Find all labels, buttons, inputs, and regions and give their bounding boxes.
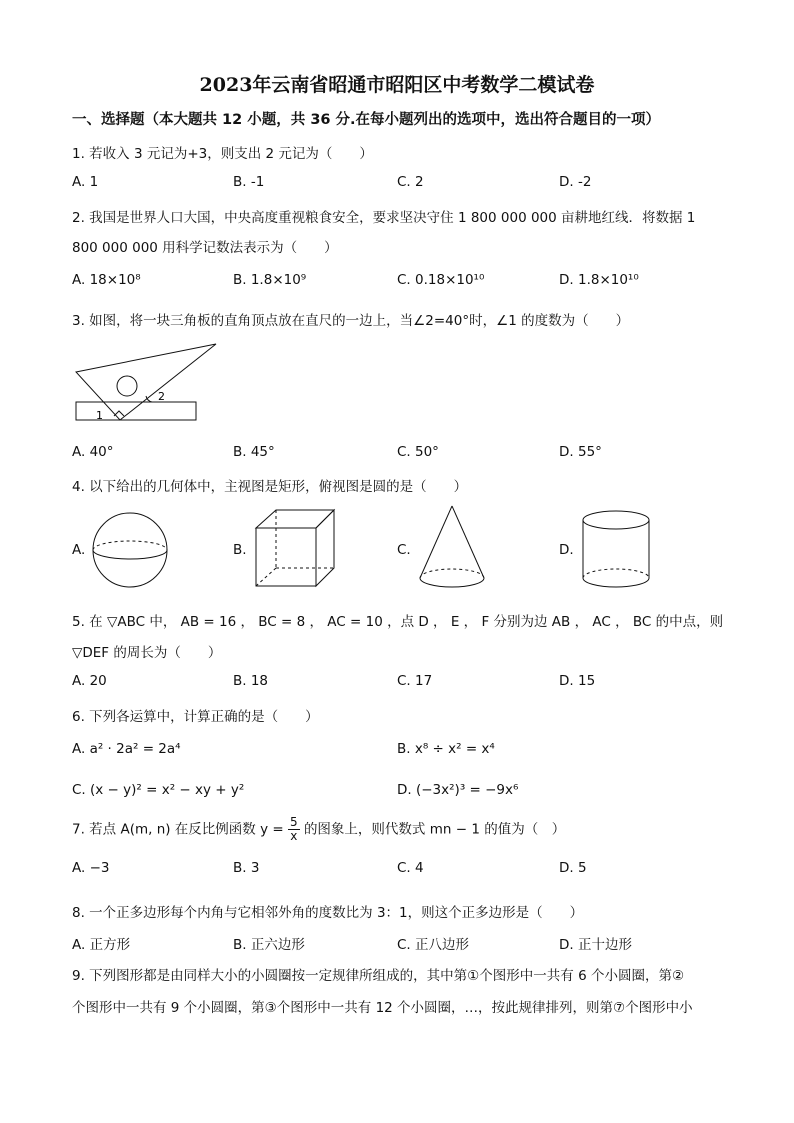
q4-option-d: D.	[559, 542, 574, 558]
q5-option-d: D. 15	[559, 673, 596, 689]
q6-option-b: B. x⁸ ÷ x² = x⁴	[397, 741, 495, 757]
angle-1-label: 1	[96, 409, 103, 422]
q7-option-d: D. 5	[559, 860, 587, 876]
triangle-hole	[117, 376, 137, 396]
question-7-stem	[72, 816, 565, 843]
question-8-stem: 8. 一个正多边形每个内角与它相邻外角的度数比为 3：1，则这个正多边形是（ ）	[72, 905, 584, 921]
q7-fraction	[288, 816, 300, 843]
q1-option-d: D. -2	[559, 174, 592, 190]
q4-option-c: C.	[397, 542, 411, 558]
question-2-stem-line2: 800 000 000 用科学记数法表示为（ ）	[72, 240, 338, 256]
question-9-stem-line2: 个图形中一共有 9 个小圆圈，第③个图形中一共有 12 个小圆圈，…，按此规律排列，则第⑦个图形中小	[72, 1000, 693, 1016]
q7-stem-part1: 7. 若点 A(m, n) 在反比例函数 y =	[72, 821, 284, 838]
question-6-stem: 6. 下列各运算中，计算正确的是（ ）	[72, 709, 319, 725]
angle-2-label: 2	[158, 390, 165, 403]
q2-option-b: B. 1.8×10⁹	[233, 272, 307, 288]
question-4-stem: 4. 以下给出的几何体中，主视图是矩形，俯视图是圆的是（ ）	[72, 479, 468, 495]
q7-stem-part2: 的图象上，则代数式 mn − 1 的值为（ ）	[303, 821, 566, 838]
cylinder-figure	[578, 506, 654, 594]
q3-option-a: A. 40°	[72, 444, 114, 460]
q2-option-a: A. 18×10⁸	[72, 272, 141, 288]
question-1-stem: 1. 若收入 3 元记为+3，则支出 2 元记为（ ）	[72, 146, 373, 162]
q2-option-c: C. 0.18×10¹⁰	[397, 272, 485, 288]
q7-option-a: A. −3	[72, 860, 110, 876]
q2-option-d: D. 1.8×10¹⁰	[559, 272, 639, 288]
question-5-stem-line2: ▽DEF 的周长为（ ）	[72, 645, 222, 661]
question-2-stem-line1: 2. 我国是世界人口大国，中央高度重视粮食安全，要求坚决守住 1 800 000 000 亩耕地红线．将数据 1	[72, 210, 696, 226]
q7-fraction-numerator: 5	[290, 815, 298, 829]
section-heading: 一、选择题（本大题共 12 小题，共 36 分.在每小题列出的选项中，选出符合题目的一项）	[72, 112, 661, 128]
question-3-stem: 3. 如图，将一块三角板的直角顶点放在直尺的一边上，当∠2=40°时，∠1 的度数为（ ）	[72, 313, 630, 329]
question-9-stem-line1: 9. 下列图形都是由同样大小的小圆圈按一定规律所组成的，其中第①个图形中一共有 6 个小圆圈，第②	[72, 968, 685, 984]
cone-figure	[414, 502, 490, 592]
q7-option-c: C. 4	[397, 860, 424, 876]
q4-option-a: A.	[72, 542, 86, 558]
q1-option-b: B. -1	[233, 174, 265, 190]
q6-option-d: D. (−3x²)³ = −9x⁶	[397, 782, 519, 798]
q5-option-a: A. 20	[72, 673, 107, 689]
q6-option-c: C. (x − y)² = x² − xy + y²	[72, 782, 245, 798]
q1-option-c: C. 2	[397, 174, 424, 190]
triangle-ruler-figure	[72, 340, 222, 428]
q6-option-a: A. a² · 2a² = 2a⁴	[72, 741, 181, 757]
q3-option-b: B. 45°	[233, 444, 275, 460]
q3-option-d: D. 55°	[559, 444, 602, 460]
q7-fraction-denominator: x	[290, 829, 298, 843]
q5-option-b: B. 18	[233, 673, 269, 689]
page-title: 2023年云南省昭通市昭阳区中考数学二模试卷	[199, 74, 595, 96]
ruler-shape	[76, 402, 196, 420]
q5-option-c: C. 17	[397, 673, 433, 689]
q3-option-c: C. 50°	[397, 444, 439, 460]
cube-figure	[252, 506, 338, 590]
q8-option-c: C. 正八边形	[397, 937, 470, 953]
q8-option-d: D. 正十边形	[559, 937, 632, 953]
q8-option-a: A. 正方形	[72, 937, 131, 953]
q4-option-b: B.	[233, 542, 247, 558]
q8-option-b: B. 正六边形	[233, 937, 305, 953]
sphere-figure	[90, 508, 170, 592]
q1-option-a: A. 1	[72, 174, 99, 190]
question-5-stem-line1: 5. 在 ▽ABC 中， AB = 16 ， BC = 8 ， AC = 10 ，点 D ， E ， F 分别为边 AB ， AC ， BC 的中点，则	[72, 614, 724, 630]
q7-option-b: B. 3	[233, 860, 260, 876]
